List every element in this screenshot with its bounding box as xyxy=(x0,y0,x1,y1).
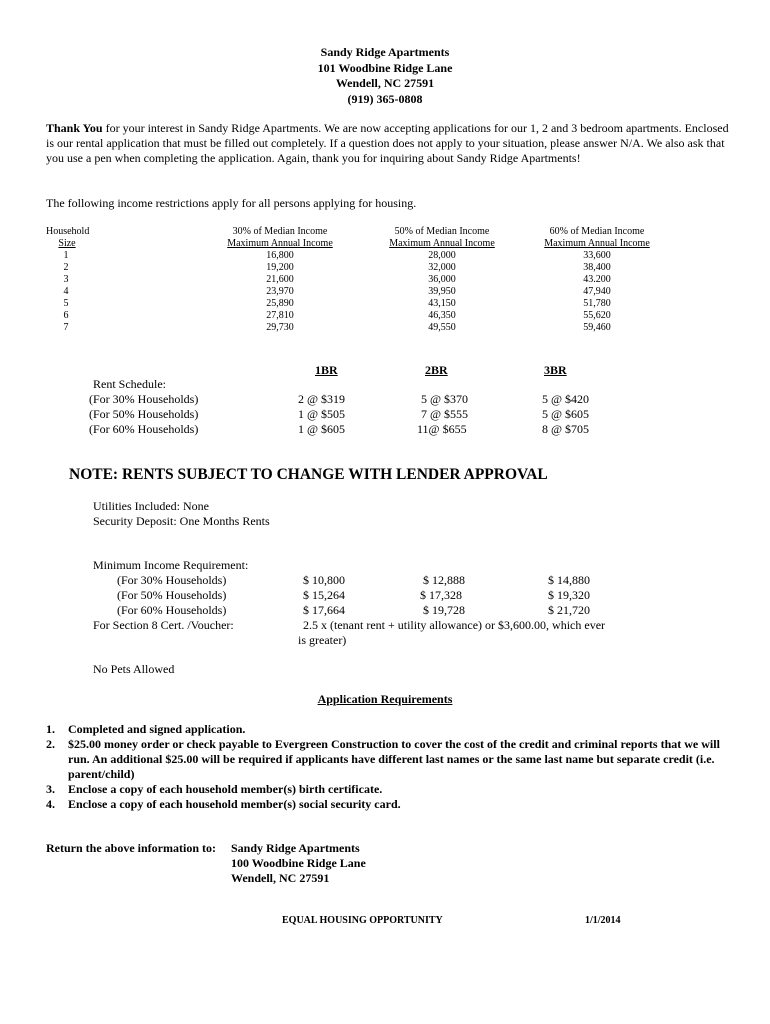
table-cell: 46,350 xyxy=(428,310,456,321)
table-cell: 25,890 xyxy=(266,298,294,309)
col-header-2br: 2BR xyxy=(425,363,448,377)
rent-change-note: NOTE: RENTS SUBJECT TO CHANGE WITH LENDER APPROVAL xyxy=(69,466,548,483)
min-income-value: $ 10,800 xyxy=(303,573,345,587)
min-income-row-label: (For 60% Households) xyxy=(117,603,227,617)
min-income-row-label: (For 50% Households) xyxy=(117,588,227,602)
col-header-60-max: Maximum Annual Income xyxy=(544,238,650,249)
list-item-text: Enclose a copy of each household member(s) birth certificate. xyxy=(68,782,383,796)
property-address: 101 Woodbine Ridge Lane xyxy=(317,60,453,75)
table-cell: 23,970 xyxy=(266,286,294,297)
table-cell: 7 xyxy=(63,322,69,333)
rent-value: 5 @ $370 xyxy=(421,392,469,406)
list-item-text: Enclose a copy of each household member(s) social security card. xyxy=(68,797,401,811)
return-line-3: Wendell, NC 27591 xyxy=(231,871,330,885)
table-cell: 3 xyxy=(63,274,69,285)
min-income-value: $ 17,664 xyxy=(303,603,345,617)
rent-value: 2 @ $319 xyxy=(298,392,346,406)
table-cell: 43,150 xyxy=(428,298,456,309)
table-cell: 1 xyxy=(63,250,69,261)
min-income-value: $ 21,720 xyxy=(548,603,590,617)
requirements-title: Application Requirements xyxy=(317,692,453,706)
list-item xyxy=(46,782,736,797)
col-header-50-max: Maximum Annual Income xyxy=(389,238,495,249)
deposit-text: Security Deposit: One Months Rents xyxy=(93,514,270,528)
document-date: 1/1/2014 xyxy=(585,915,621,926)
col-header-60: 60% of Median Income xyxy=(549,226,645,237)
min-income-value: $ 19,320 xyxy=(548,588,590,602)
return-label: Return the above information to: xyxy=(46,841,216,855)
property-phone: (919) 365-0808 xyxy=(347,91,423,106)
rent-value: 5 @ $420 xyxy=(542,392,590,406)
min-income-value: $ 12,888 xyxy=(423,573,465,587)
min-income-value: $ 19,728 xyxy=(423,603,465,617)
rent-schedule-label: Rent Schedule: xyxy=(93,377,166,391)
table-cell: 32,000 xyxy=(428,262,456,273)
col-header-size: Size xyxy=(58,238,76,249)
pets-policy: No Pets Allowed xyxy=(93,662,175,676)
table-cell: 6 xyxy=(63,310,69,321)
equal-housing-text: EQUAL HOUSING OPPORTUNITY xyxy=(282,915,443,926)
rent-row-label: (For 30% Households) xyxy=(89,392,199,406)
table-cell: 39,950 xyxy=(428,286,456,297)
property-name: Sandy Ridge Apartments xyxy=(320,45,450,59)
intro-paragraph xyxy=(46,121,736,166)
list-item xyxy=(46,722,736,737)
table-cell: 38,400 xyxy=(583,262,611,273)
rent-value: 7 @ $555 xyxy=(421,407,469,421)
rent-value: 1 @ $505 xyxy=(298,407,346,421)
list-item-number: 3. xyxy=(46,782,55,796)
col-header-30: 30% of Median Income xyxy=(232,226,328,237)
rent-row-label: (For 60% Households) xyxy=(89,422,199,436)
rent-value: 11@ $655 xyxy=(417,422,467,436)
col-header-household: Household xyxy=(46,226,90,237)
col-header-50: 50% of Median Income xyxy=(394,226,490,237)
return-line-1: Sandy Ridge Apartments xyxy=(231,841,360,855)
rent-value: 8 @ $705 xyxy=(542,422,590,436)
min-income-row-label: (For 30% Households) xyxy=(117,573,227,587)
col-header-1br: 1BR xyxy=(315,363,338,377)
table-cell: 36,000 xyxy=(428,274,456,285)
restrictions-text: The following income restrictions apply for all persons applying for housing. xyxy=(46,196,417,210)
min-income-value: $ 15,264 xyxy=(303,588,345,602)
col-header-30-max: Maximum Annual Income xyxy=(227,238,333,249)
rent-value: 1 @ $605 xyxy=(298,422,346,436)
list-item-text: $25.00 money order or check payable to Evergreen Construction to cover the cost of the credit and criminal reports that we will run. An additional $25.00 will be required if applicants have different last names or the same last name but separate credit (i.e. parent/child) xyxy=(68,737,720,781)
col-header-3br: 3BR xyxy=(544,363,567,377)
table-cell: 43.200 xyxy=(583,274,611,285)
table-cell: 51,780 xyxy=(583,298,611,309)
letterhead xyxy=(0,45,770,107)
rent-row-label: (For 50% Households) xyxy=(89,407,199,421)
table-cell: 47,940 xyxy=(583,286,611,297)
list-item xyxy=(46,797,736,812)
table-cell: 16,800 xyxy=(266,250,294,261)
return-line-2: 100 Woodbine Ridge Lane xyxy=(231,856,366,870)
min-income-label: Minimum Income Requirement: xyxy=(93,558,249,572)
table-cell: 4 xyxy=(63,286,69,297)
section8-text: 2.5 x (tenant rent + utility allowance) or $3,600.00, which ever xyxy=(303,618,606,632)
list-item-number: 2. xyxy=(46,737,55,751)
table-cell: 29,730 xyxy=(266,322,294,333)
table-cell: 55,620 xyxy=(583,310,611,321)
table-cell: 19,200 xyxy=(266,262,294,273)
table-cell: 21,600 xyxy=(266,274,294,285)
section8-label: For Section 8 Cert. /Voucher: xyxy=(93,618,234,632)
intro-text: for your interest in Sandy Ridge Apartments. We are now accepting applications for our 1, 2 and 3 bedroom apartments. Enclosed is our rental application that must be filled out completely. If a question does not apply to your situation, please answer N/A. We also ask that you use a pen when completing the application. Again, thank you for inquiring about Sandy Ridge Apartments! xyxy=(46,121,729,165)
list-item xyxy=(46,737,736,782)
table-cell: 59,460 xyxy=(583,322,611,333)
table-cell: 28,000 xyxy=(428,250,456,261)
requirements-list xyxy=(46,722,736,812)
table-cell: 49,550 xyxy=(428,322,456,333)
property-city: Wendell, NC 27591 xyxy=(335,76,435,90)
table-cell: 27,810 xyxy=(266,310,294,321)
list-item-number: 4. xyxy=(46,797,55,811)
table-cell: 2 xyxy=(63,262,69,273)
utilities-text: Utilities Included: None xyxy=(93,499,209,513)
table-cell: 5 xyxy=(63,298,69,309)
rent-value: 5 @ $605 xyxy=(542,407,590,421)
list-item-number: 1. xyxy=(46,722,55,736)
table-cell: 33,600 xyxy=(583,250,611,261)
min-income-value: $ 17,328 xyxy=(420,588,462,602)
list-item-text: Completed and signed application. xyxy=(68,722,246,736)
section8-text-cont: is greater) xyxy=(298,633,347,647)
intro-lead: Thank You xyxy=(46,121,103,135)
min-income-value: $ 14,880 xyxy=(548,573,590,587)
